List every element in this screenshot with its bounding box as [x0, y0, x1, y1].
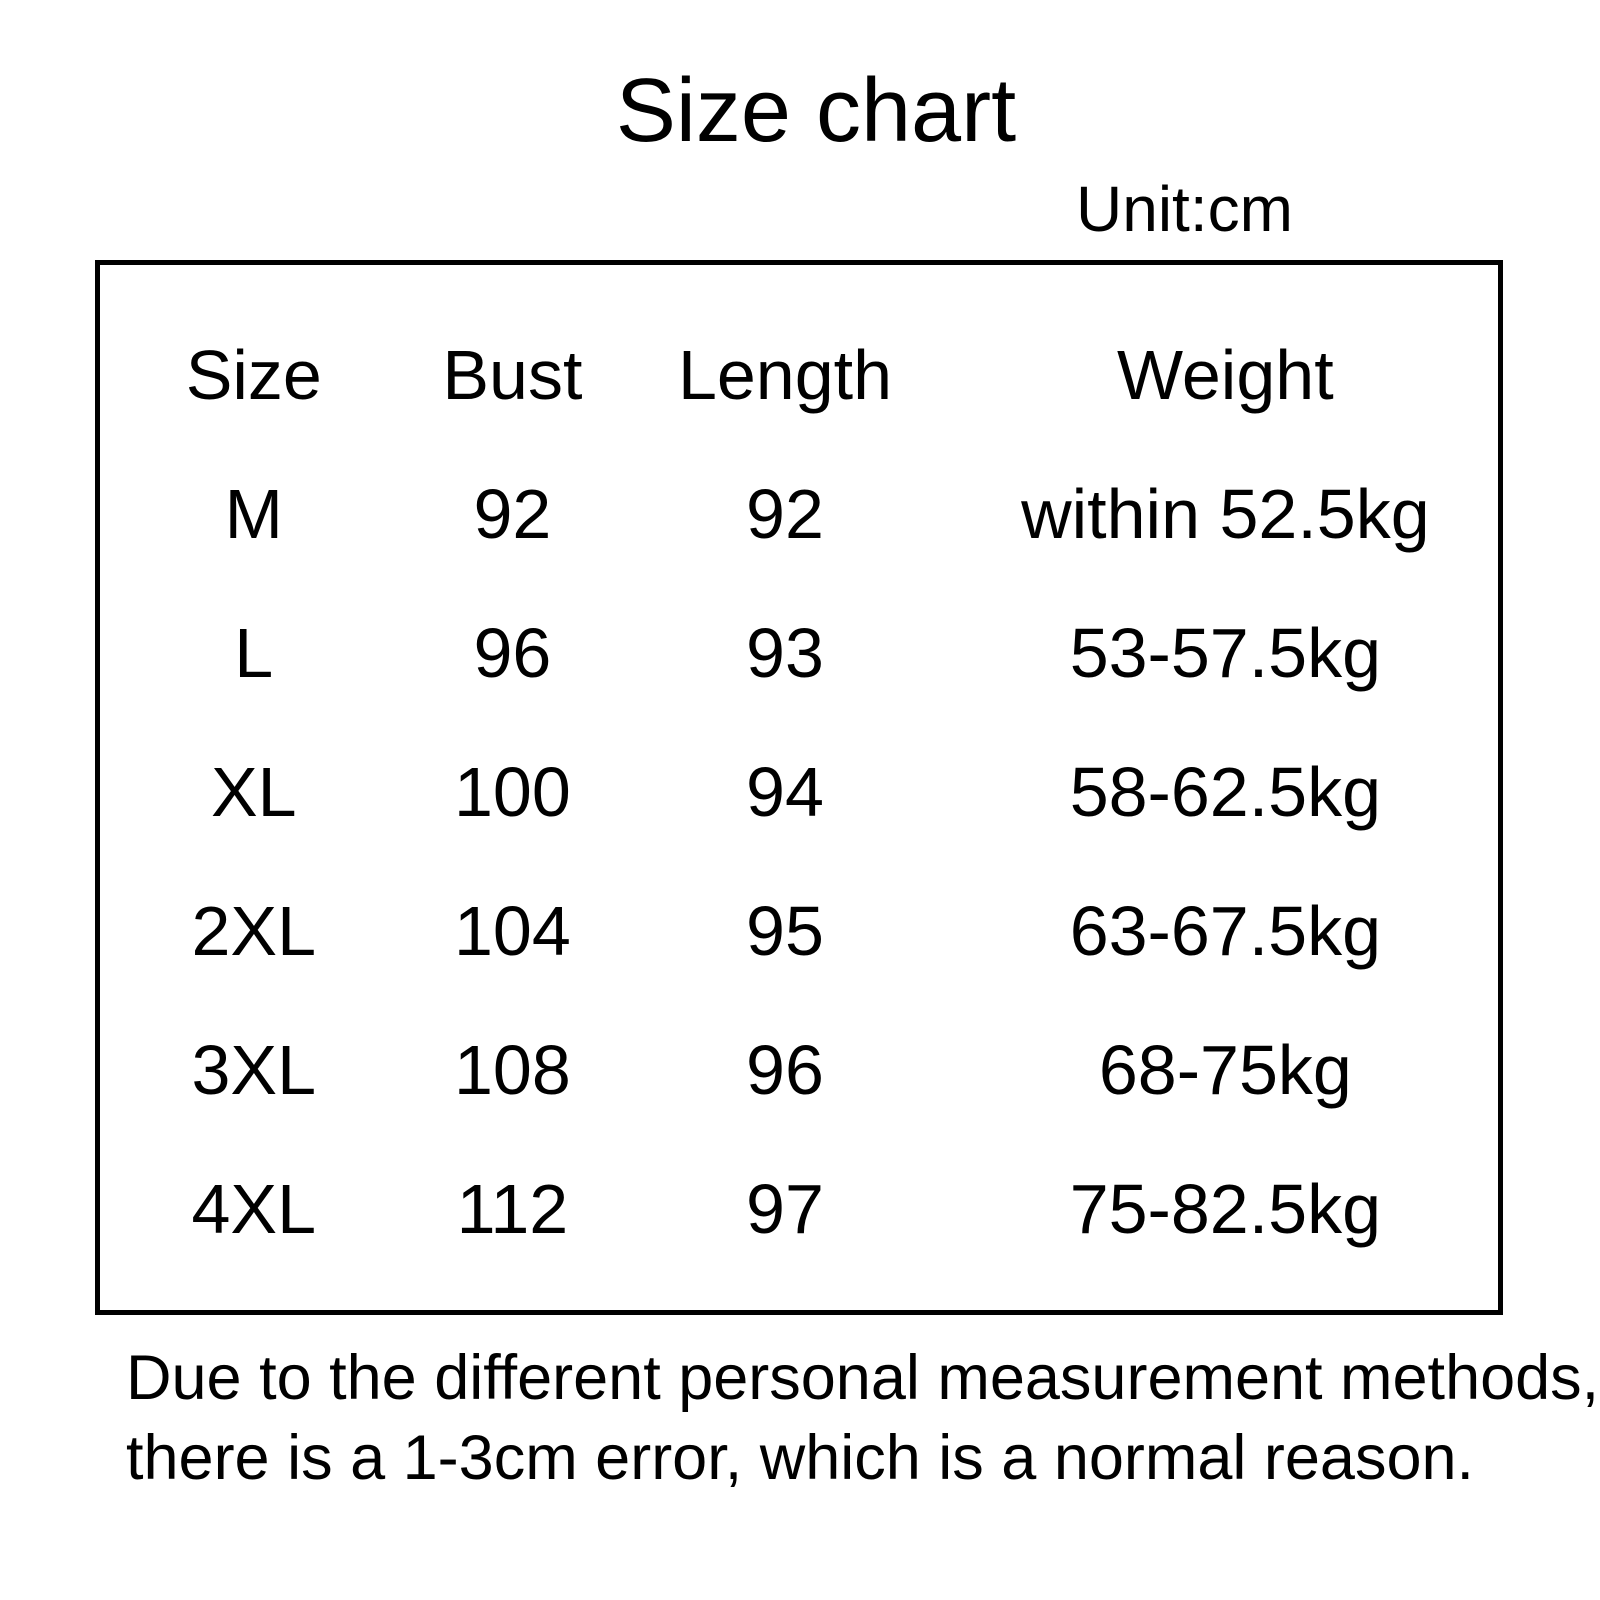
cell-length-xl: 94 [746, 752, 824, 831]
unit-label: Unit:cm [1076, 173, 1293, 245]
cell-size-xl: XL [210, 752, 297, 831]
cell-size-4xl: 4XL [191, 1169, 317, 1248]
cell-weight-m: within 52.5kg [1021, 474, 1430, 553]
size-table [95, 260, 1503, 1315]
cell-weight-xl: 58-62.5kg [1069, 752, 1382, 831]
cell-weight-3xl: 68-75kg [1098, 1030, 1352, 1109]
cell-bust-xl: 100 [453, 752, 571, 831]
cell-bust-3xl: 108 [453, 1030, 571, 1109]
cell-size-m: M [224, 474, 283, 553]
cell-length-l: 93 [746, 613, 824, 692]
column-header-weight: Weight [1117, 335, 1334, 414]
cell-length-2xl: 95 [746, 891, 824, 970]
disclaimer-line-2: there is a 1-3cm error, which is a normal reason. [126, 1423, 1475, 1493]
cell-bust-4xl: 112 [456, 1169, 569, 1248]
cell-weight-4xl: 75-82.5kg [1069, 1169, 1382, 1248]
cell-bust-m: 92 [473, 474, 552, 553]
cell-length-4xl: 97 [746, 1169, 824, 1248]
cell-length-m: 92 [746, 474, 824, 553]
cell-bust-2xl: 104 [453, 891, 571, 970]
column-header-bust: Bust [442, 335, 583, 414]
cell-weight-l: 53-57.5kg [1069, 613, 1382, 692]
cell-size-l: L [234, 613, 274, 692]
cell-size-3xl: 3XL [191, 1030, 317, 1109]
page-title: Size chart [615, 61, 1017, 161]
cell-length-3xl: 96 [746, 1030, 824, 1109]
column-header-length: Length [677, 335, 893, 414]
size-table-grid [100, 265, 1498, 1278]
cell-size-2xl: 2XL [191, 891, 317, 970]
cell-weight-2xl: 63-67.5kg [1069, 891, 1382, 970]
column-header-size: Size [185, 335, 322, 414]
cell-bust-l: 96 [473, 613, 552, 692]
disclaimer-line-1: Due to the different personal measurement methods, [126, 1343, 1600, 1413]
disclaimer-note [126, 1338, 1599, 1498]
